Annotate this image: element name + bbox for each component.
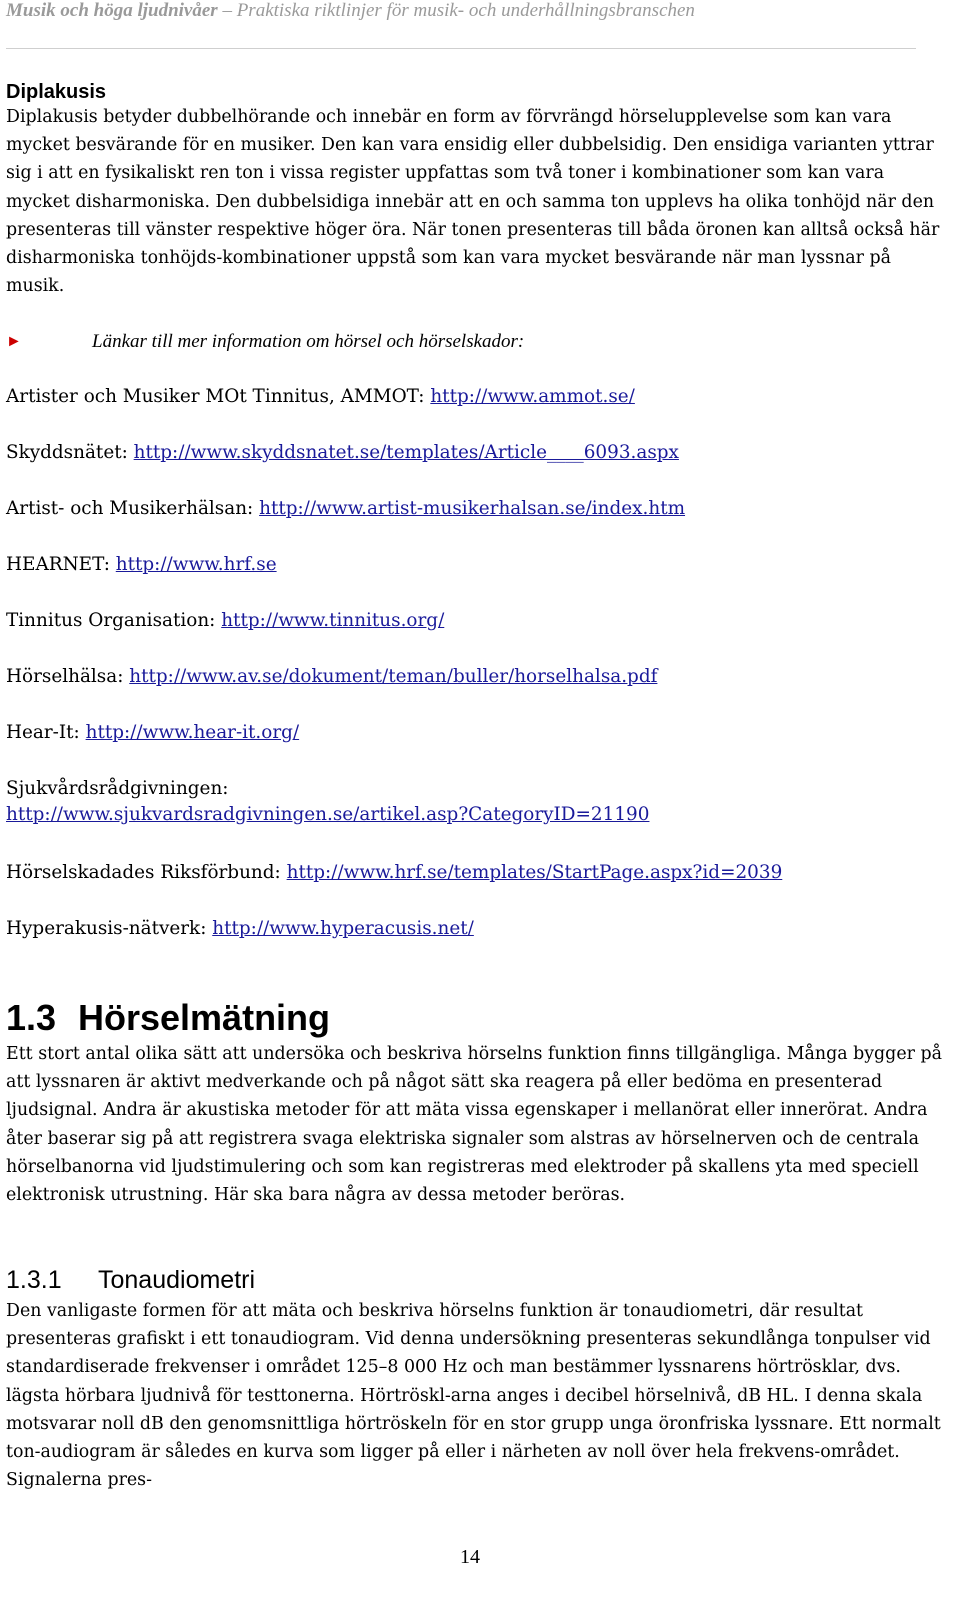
link-list bbox=[6, 384, 946, 972]
section-1-3-1-body bbox=[6, 1297, 946, 1494]
link-label: HEARNET: bbox=[6, 554, 116, 575]
arrow-bullet-icon: ► bbox=[6, 333, 22, 350]
link-label: Artister och Musiker MOt Tinnitus, AMMOT: bbox=[6, 386, 431, 407]
link-label: Skyddsnätet: bbox=[6, 442, 134, 463]
link-hear-it[interactable]: http://www.hear-it.org/ bbox=[85, 722, 300, 743]
diplakusis-body bbox=[6, 103, 946, 300]
links-intro bbox=[6, 330, 906, 354]
link-sjukvardsradgivningen[interactable]: http://www.sjukvardsradgivningen.se/artikel.asp?CategoryID=21190 bbox=[6, 804, 650, 825]
running-header-subtitle: – Praktiska riktlinjer för musik- och underhållningsbranschen bbox=[217, 0, 695, 21]
header-divider bbox=[6, 48, 916, 49]
section-1-3-1-paragraph: Den vanligaste formen för att mäta och beskriva hörselns funktion är tonaudiometri, där resultat presenteras grafiskt i ett tonaudiogram. Vid denna undersökning presenteras sekundlånga tonpulser vid standardiserade frekvenser i området 125–8 000 Hz och man bestämmer lyssnarens hörtrösklar, dvs. lägsta hörbara ljudnivå för testtonerna. Hörtröskl-arna anges i decibel hörselnivå, dB HL. I denna skala motsvarar noll dB den genomsnittliga hörtröskeln för en stor grupp unga öronfriska lyssnare. Ett normalt ton-audiogram är således en kurva som ligger på eller i närheten av noll över hela frekvens-området. Signalerna pres- bbox=[6, 1301, 941, 1491]
link-item-hyperacusis bbox=[6, 916, 946, 972]
link-item-hrf-riksforbund bbox=[6, 860, 946, 916]
link-item-artist-musikerhalsan bbox=[6, 496, 946, 552]
link-ammot[interactable]: http://www.ammot.se/ bbox=[430, 386, 635, 407]
link-label: Tinnitus Organisation: bbox=[6, 610, 222, 631]
link-item-ammot bbox=[6, 384, 946, 440]
link-horselhalsa[interactable]: http://www.av.se/dokument/teman/buller/horselhalsa.pdf bbox=[129, 666, 658, 687]
link-item-tinnitus bbox=[6, 608, 946, 664]
section-number: 1.3 bbox=[6, 997, 57, 1038]
link-item-hearnet bbox=[6, 552, 946, 608]
section-heading-1-3-1 bbox=[6, 1264, 255, 1296]
section-1-3-body bbox=[6, 1040, 946, 1209]
link-item-horselhalsa bbox=[6, 664, 946, 720]
link-artist-musikerhalsan[interactable]: http://www.artist-musikerhalsan.se/index.htm bbox=[259, 498, 686, 519]
link-item-hear-it bbox=[6, 720, 946, 776]
running-header bbox=[6, 0, 906, 22]
link-label: Sjukvårdsrådgivningen: bbox=[6, 778, 229, 799]
link-item-skyddsnatet bbox=[6, 440, 946, 496]
page-number: 14 bbox=[460, 1546, 480, 1568]
link-tinnitus[interactable]: http://www.tinnitus.org/ bbox=[221, 610, 445, 631]
section-heading-1-3 bbox=[6, 996, 330, 1040]
section-1-3-paragraph: Ett stort antal olika sätt att undersöka och beskriva hörselns funktion finns tillgängliga. Många bygger på att lyssnaren är aktivt medverkande och på något sätt ska reagera på eller bedöma en presenterad ljudsignal. Andra är akustiska metoder för att mäta vissa egenskaper i mellanörat eller innerörat. Andra åter baserar sig på att registrera svaga elektriska signaler som alstras av hörselnerven och de centrala hörselbanorna vid ljudstimulering och som kan registreras med elektroder på skallens yta med speciell elektronisk utrustning. Här ska bara några av dessa metoder beröras. bbox=[6, 1044, 942, 1206]
link-skyddsnatet[interactable]: http://www.skyddsnatet.se/templates/Article____6093.aspx bbox=[133, 442, 679, 463]
section-title: Hörselmätning bbox=[78, 997, 331, 1038]
subsection-title: Tonaudiometri bbox=[98, 1266, 256, 1294]
link-item-sjukvardsradgivningen bbox=[6, 776, 946, 860]
link-label: Hear-It: bbox=[6, 722, 86, 743]
running-header-title: Musik och höga ljudnivåer bbox=[6, 0, 218, 21]
link-label: Hörselhälsa: bbox=[6, 666, 130, 687]
link-hearnet[interactable]: http://www.hrf.se bbox=[115, 554, 277, 575]
diplakusis-heading: Diplakusis bbox=[6, 81, 107, 103]
link-hrf-riksforbund[interactable]: http://www.hrf.se/templates/StartPage.aspx?id=2039 bbox=[286, 862, 783, 883]
link-label: Hörselskadades Riksförbund: bbox=[6, 862, 287, 883]
link-hyperacusis[interactable]: http://www.hyperacusis.net/ bbox=[212, 918, 474, 939]
links-intro-text: Länkar till mer information om hörsel och hörselskador: bbox=[92, 331, 525, 352]
subsection-number: 1.3.1 bbox=[6, 1266, 62, 1294]
link-label: Artist- och Musikerhälsan: bbox=[6, 498, 260, 519]
diplakusis-paragraph: Diplakusis betyder dubbelhörande och innebär en form av förvrängd hörselupplevelse som kan vara mycket besvärande för en musiker. Den kan vara ensidig eller dubbelsidig. Den ensidiga varianten yttrar sig i att en fysikaliskt ren ton i vissa register uppfattas som två toner i kombinationer som kan vara mycket disharmoniska. Den dubbelsidiga innebär att en och samma ton upplevs ha olika tonhöjd när den presenteras till vänster respektive höger öra. När tonen presenteras till båda öronen kan alltså också här disharmoniska tonhöjds-kombinationer uppstå som kan vara mycket besvärande när man lyssnar på musik. bbox=[6, 107, 940, 297]
link-label: Hyperakusis-nätverk: bbox=[6, 918, 213, 939]
